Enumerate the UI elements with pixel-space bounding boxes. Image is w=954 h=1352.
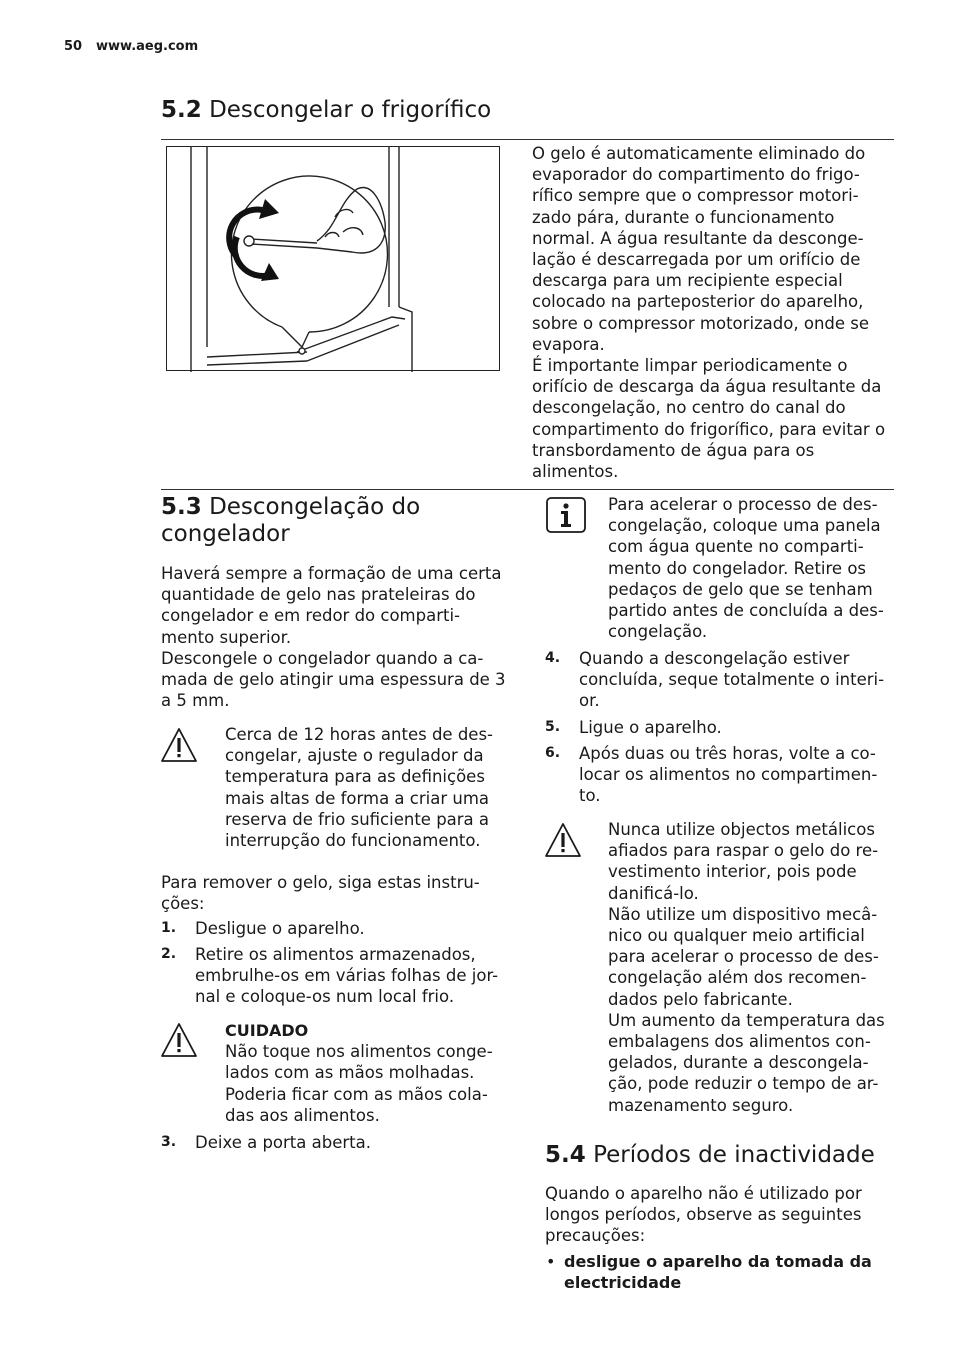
paragraph: O gelo é automaticamente eliminado do evaporador do compartimento do frigo-rífico sempre que o compressor motori-zado pára, durante o funcionamento normal. A água resultante da desconge-lação é descarregada por um orifício de descarga para um recipiente especial colocado na parteposterior do aparelho, sobre o compressor motorizado, onde se evapora. [532,144,870,354]
warning-note-1: Cerca de 12 horas antes de des-congelar, ajuste o regulador da temperatura para as definições mais altas de forma a criar uma reserva de frio suficiente para a interrupção do funcionamento. [225,725,493,851]
drain-cleaning-drawing [167,147,501,372]
caution-text: Não toque nos alimentos conge-lados com as mãos molhadas. Poderia ficar com as mãos cola-das aos alimentos. [225,1042,493,1125]
section-number: 5.4 [545,1142,586,1168]
paragraph: Haverá sempre a formação de uma certa quantidade de gelo nas prateleiras do congelador e em redor do comparti-mento superior. [161,564,502,647]
caution-note [225,1020,515,1126]
step-number: 4. [545,650,561,666]
step-number: 5. [545,719,561,735]
info-note: Para acelerar o processo de des-congelação, coloque uma panela com água quente no comparti-mento do congelador. Retire os pedaços de gelo que se tenham partido antes de concluída a des-congelação. [608,495,884,642]
paragraph: Não utilize um dispositivo mecâ-nico ou qualquer meio artificial para acelerar o processo de des-congelação além dos recomen-dados pelo fabricante. [608,904,879,1009]
section-title: Períodos de inactividade [593,1142,875,1168]
step-text: Retire os alimentos armazenados, embrulhe-os em várias folhas de jor-nal e coloque-os num local frio. [195,945,499,1007]
step-number: 6. [545,745,561,761]
paragraph: Nunca utilize objectos metálicos afiados para raspar o gelo do re-vestimento interior, pois pode danificá-lo. [608,820,879,903]
step-text: Quando a descongelação estiver concluída, seque totalmente o interi-or. [579,649,885,711]
section-5-4-intro: Quando o aparelho não é utilizado por longos períodos, observe as seguintes precauções: [545,1184,862,1246]
step-text: Ligue o aparelho. [579,718,722,737]
step-text: Desligue o aparelho. [195,919,365,938]
page-number: 50 [64,39,83,54]
section-divider [161,489,894,490]
paragraph: Descongele o congelador quando a ca-mada de gelo atingir uma espessura de 3 a 5 mm. [161,648,506,711]
bullet-item: desligue o aparelho da tomada da electricidade [564,1252,872,1293]
step-text: Após duas ou três horas, volte a co-locar os alimentos no compartimen-to. [579,744,878,806]
caution-title: CUIDADO [225,1021,309,1040]
section-title-line1: Descongelação do [209,494,421,520]
section-title: Descongelar o frigorífico [209,97,492,123]
defrost-drain-illustration [166,146,500,371]
section-5-4-heading [545,1142,875,1169]
warning-triangle-icon [544,822,582,858]
bullet-dot-icon: • [546,1252,556,1271]
warning-triangle-icon [160,1022,198,1058]
section-number: 5.3 [161,494,202,520]
section-divider [161,139,894,140]
section-number: 5.2 [161,97,202,123]
section-5-3-intro [161,563,513,711]
warning-triangle-icon [160,727,198,763]
step-number: 1. [161,920,177,936]
header-url: www.aeg.com [96,39,199,54]
section-title-line2: congelador [161,521,290,547]
warning-note-2 [608,819,900,1116]
step-text: Deixe a porta aberta. [195,1133,371,1152]
section-5-3-heading [161,494,420,548]
steps-intro: Para remover o gelo, siga estas instru-ções: [161,873,480,914]
paragraph: Um aumento da temperatura das embalagens dos alimentos con-gelados, durante a descongela-ção, pode reduzir o tempo de ar-mazenamento seguro. [608,1010,885,1115]
step-number: 2. [161,946,177,962]
section-5-2-text [532,143,888,482]
section-5-2-heading [161,97,491,124]
paragraph: É importante limpar periodicamente o orifício de descarga da água resultante da descongelação, no centro do canal do compartimento do frigorífico, para evitar o transbordamento de água para os alimentos. [532,356,886,482]
step-number: 3. [161,1134,177,1150]
info-icon [545,496,587,534]
